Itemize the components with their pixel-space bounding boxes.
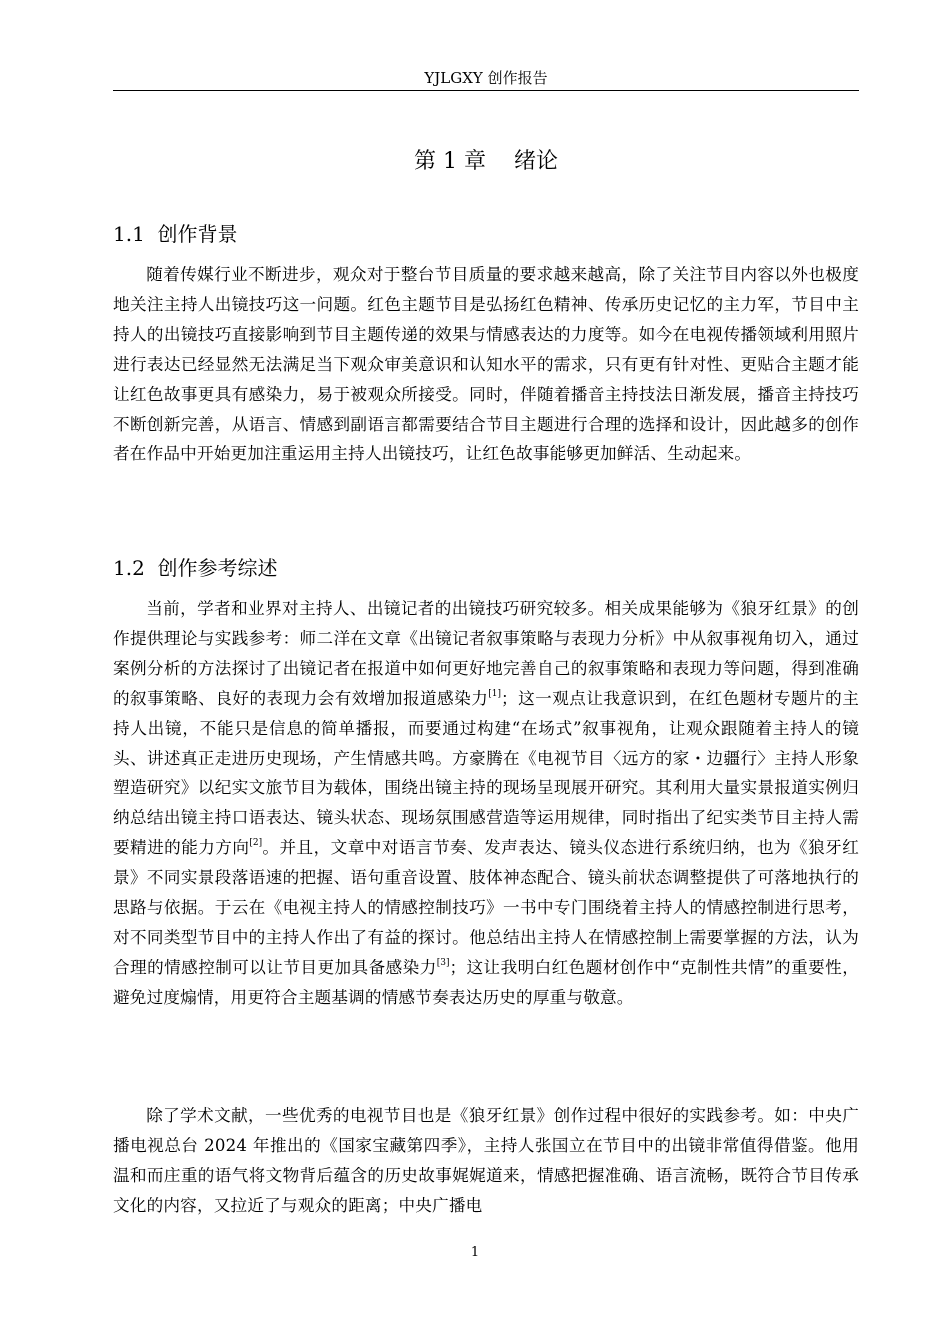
chapter-title: 第 1 章 绪论 xyxy=(414,149,558,174)
paragraph-tv-references: 除了学术文献，一些优秀的电视节目也是《狼牙红景》创作过程中很好的实践参考。如：中央广播电视总台 2024 年推出的《国家宝藏第四季》，主持人张国立在节目中的出镜非常值得借鉴。他用温和而庄重的语气将文物背后蕴含的历史故事娓娓道来，情感把握准确、语言流畅，既符合节目传承文化的内容，又拉近了与观众的距离；中央广播电 xyxy=(113,1106,859,1215)
running-header: YJLGXY 创作报告 xyxy=(424,69,548,87)
paragraph-background: 随着传媒行业不断进步，观众对于整台节目质量的要求越来越高，除了关注节目内容以外也极度地关注主持人出镜技巧这一问题。红色主题节目是弘扬红色精神、传承历史记忆的主力军，节目中主持人的出镜技巧直接影响到节目主题传递的效果与情感表达的力度等。如今在电视传播领域利用照片进行表达已经显然无法满足当下观众审美意识和认知水平的需求，只有更有针对性、更贴合主题才能让红色故事更具有感染力，易于被观众所接受。同时，伴随着播音主持技法日渐发展，播音主持技巧不断创新完善，从语言、情感到副语言都需要结合节目主题进行合理的选择和设计，因此越多的创作者在作品中开始更加注重运用主持人出镜技巧，让红色故事能够更加鲜活、生动起来。 xyxy=(113,265,859,464)
paragraph-text: ；这让我明白红色题材创作中“克制性共情”的重要性，避免过度煽情，用更符合主题基调的情感节奏表达历史的厚重与敬意。 xyxy=(113,957,859,1007)
citation-3: [3] xyxy=(436,957,450,968)
citation-2: [2] xyxy=(249,838,263,849)
paragraph-text: ；这一观点让我意识到，在红色题材专题片的主持人出镜，不能只是信息的简单播报，而要通过构建“在场式”叙事视角，让观众跟随着主持人的镜头、讲述真正走进历史现场，产生情感共鸣。方豪腾在《电视节目〈远方的家・边疆行〉主持人形象塑造研究》以纪实文旅节目为载体，围绕出镜主持的现场呈现展开研究。其利用大量实景报道实例归纳总结出镜主持口语表达、镜头状态、现场氛围感营造等运用规律，同时指出了纪实类节目主持人需要精进的能力方向 xyxy=(113,688,859,858)
page-number: 1 xyxy=(470,1245,480,1260)
paragraph-literature-review xyxy=(113,594,859,1013)
citation-1: [1] xyxy=(488,688,502,699)
paragraph-text: 。并且，文章中对语言节奏、发声表达、镜头仪态进行系统归纳，也为《狼牙红景》不同实景段落语速的把握、语句重音设置、肢体神态配合、镜头前状态调整提供了可落地执行的思路与依据。于云在《电视主持人的情感控制技巧》一书中专门围绕着主持人的情感控制进行思考，对不同类型节目中的主持人作出了有益的探讨。他总结出主持人在情感控制上需要掌握的方法，认为合理的情感控制可以让节目更加具备感染力 xyxy=(113,838,859,977)
section-heading-1-1: 1.1 创作背景 xyxy=(113,222,238,246)
paragraph-text: 当前，学者和业界对主持人、出镜记者的出镜技巧研究较多。相关成果能够为《狼牙红景》的创作提供理论与实践参考：师二洋在文章《出镜记者叙事策略与表现力分析》中从叙事视角切入，通过案例分析的方法探讨了出镜记者在报道中如何更好地完善自己的叙事策略和表现力等问题，得到准确的叙事策略、良好的表现力会有效增加报道感染力 xyxy=(113,599,859,708)
header-rule xyxy=(113,90,859,91)
section-heading-1-2: 1.2 创作参考综述 xyxy=(113,556,278,580)
